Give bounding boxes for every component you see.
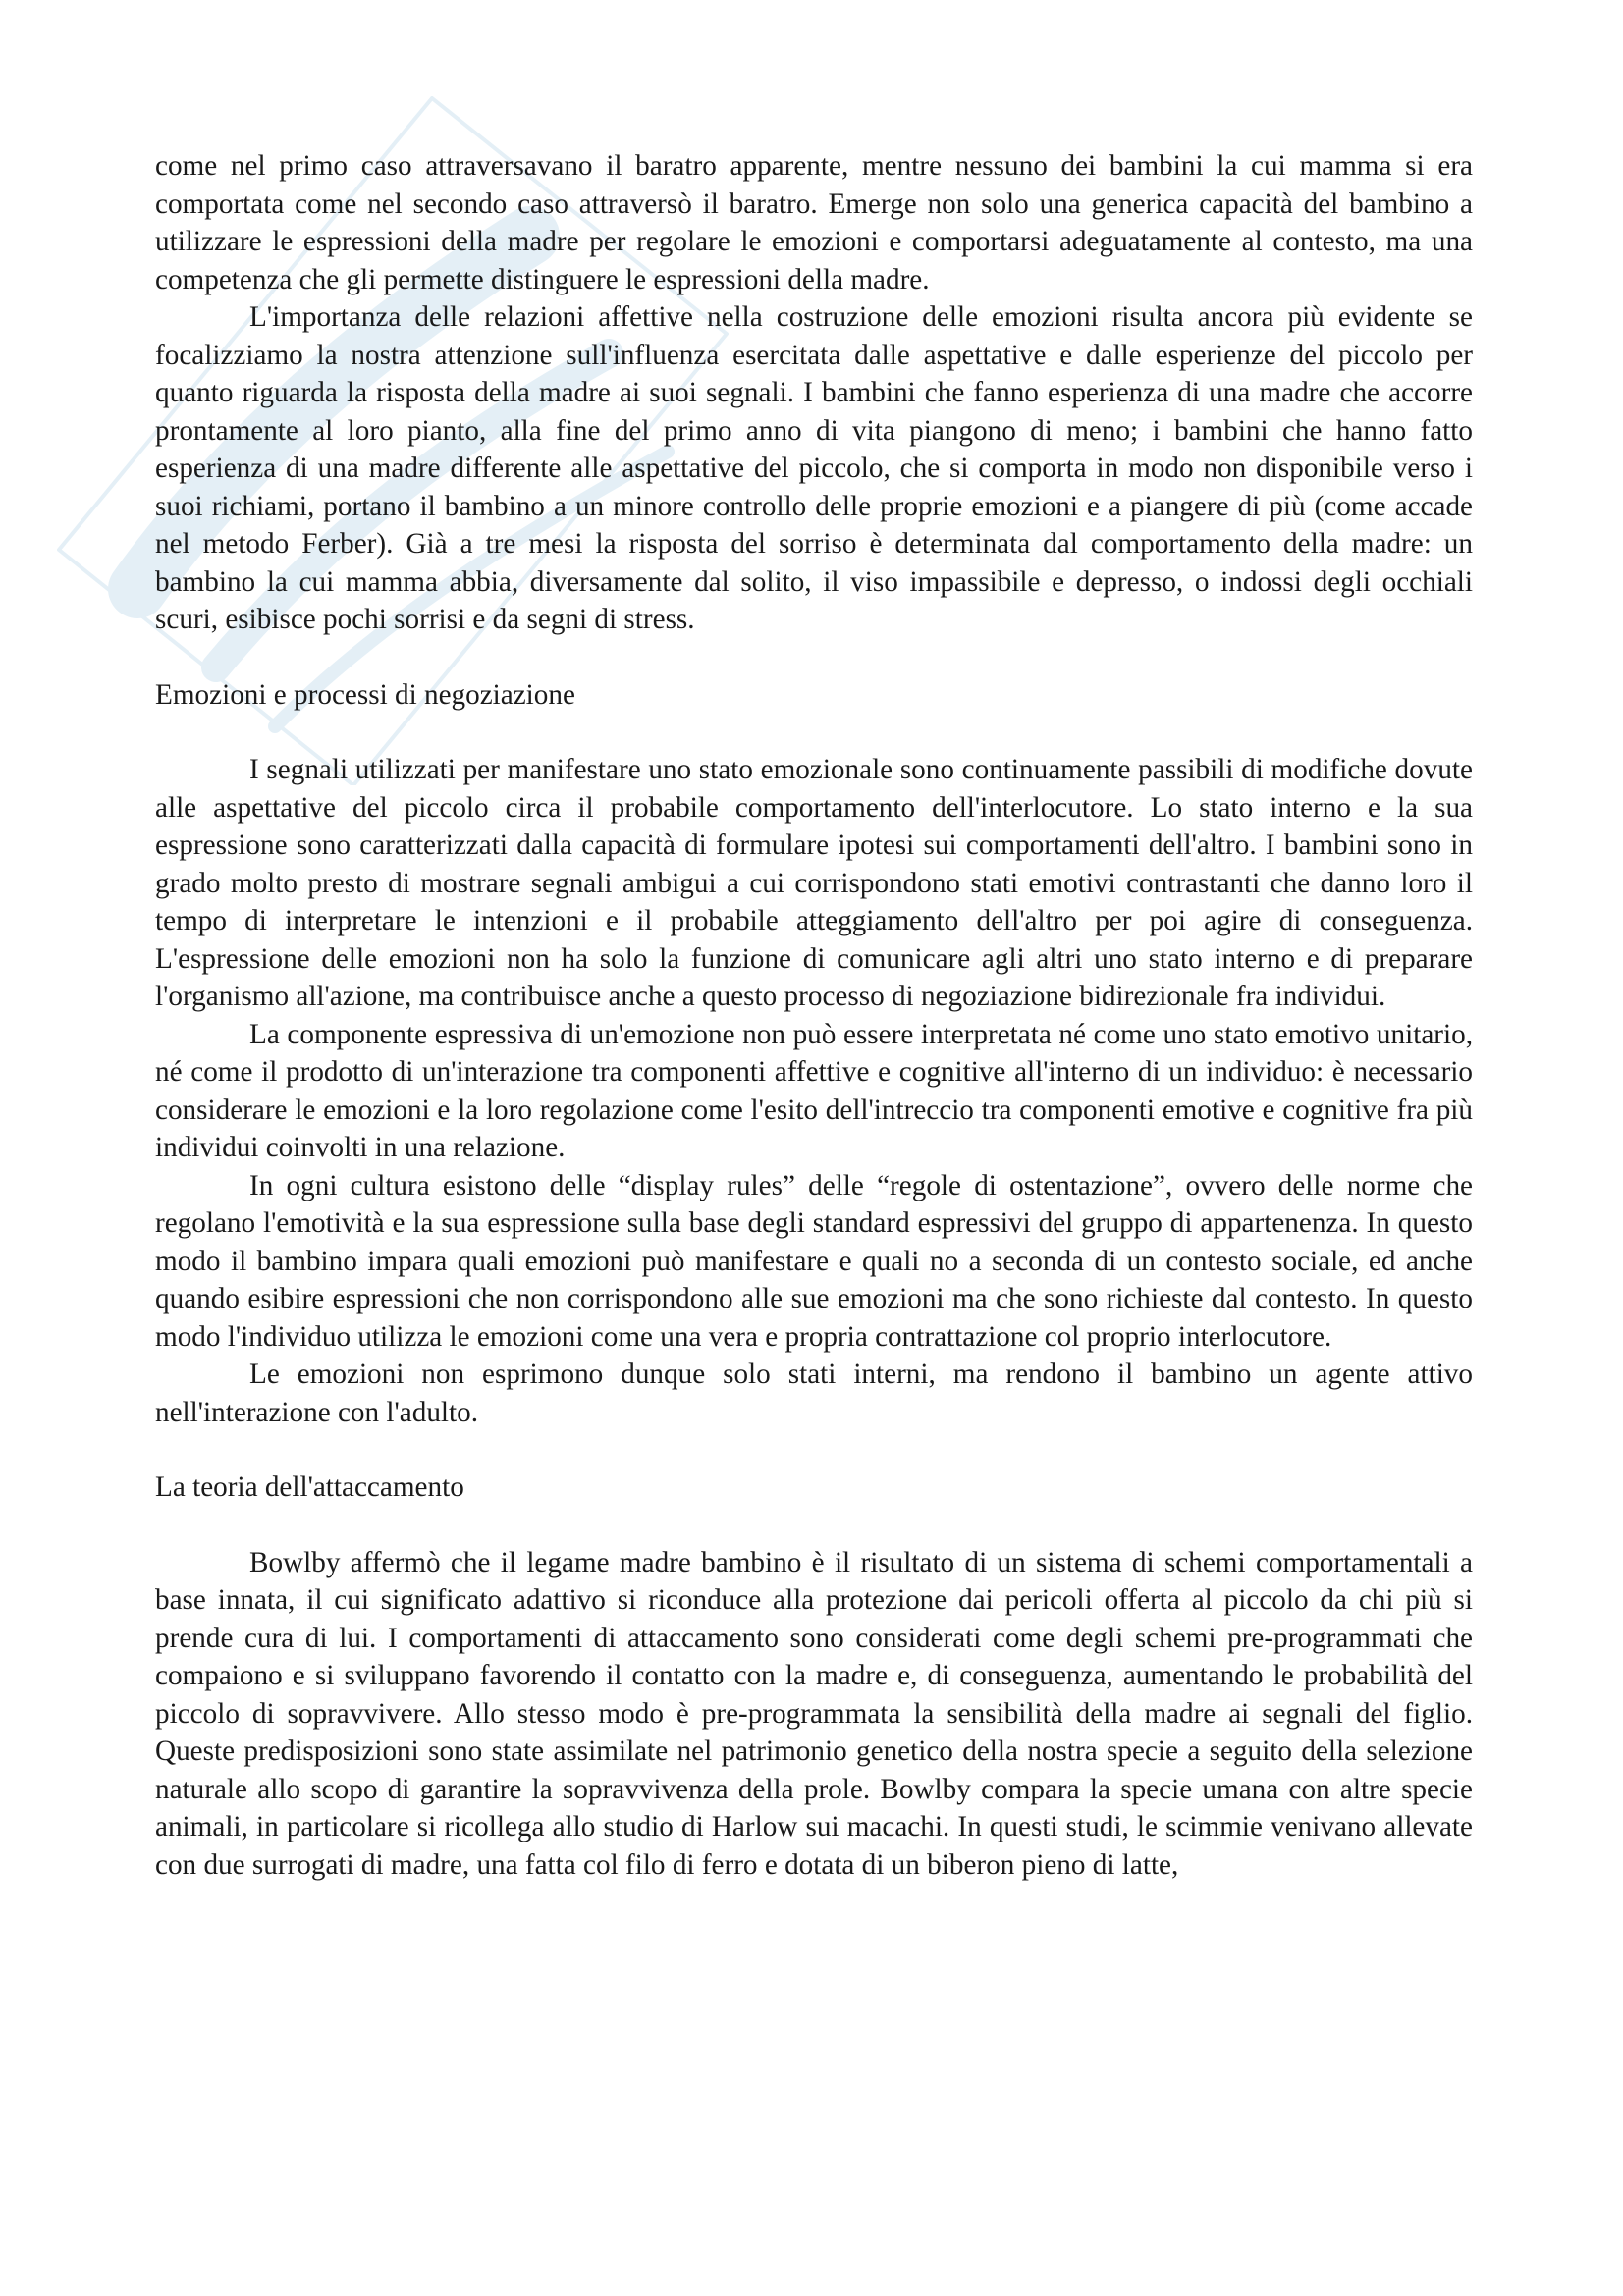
body-paragraph: Bowlby affermò che il legame madre bambino è il risultato di un sistema di schemi comportamentali a base innata, il cui significato adattivo si riconduce alla protezione dai pericoli offerta al piccolo da chi più si prende cura di lui. I comportamenti di attaccamento sono considerati come degli schemi pre-programmati che compaiono e si sviluppano favorendo il contatto con la madre e, di conseguenza, aumentando le probabilità del piccolo di sopravvivere. Allo stesso modo è pre-programmata la sensibilità della madre ai segnali del figlio. Queste predisposizioni sono state assimilate nel patrimonio genetico della nostra specie a seguito della selezione naturale allo scopo di garantire la sopravvivenza della prole. Bowlby compara la specie umana con altre specie animali, in particolare si ricollega allo studio di Harlow sui macachi. In questi studi, le scimmie venivano allevate con due surrogati di madre, una fatta col filo di ferro e dotata di un biberon pieno di latte, — [155, 1546, 1473, 1881]
body-paragraph: I segnali utilizzati per manifestare uno stato emozionale sono continuamente passibili di modifiche dovute alle aspettative del piccolo circa il probabile comportamento dell'interlocutore. Lo stato interno e la sua espressione sono caratterizzati dalla capacità di formulare ipotesi sui comportamenti dell'altro. I bambini sono in grado molto presto di mostrare segnali ambigui a cui corrispondono stati emotivi contrastanti che danno loro il tempo di interpretare le intenzioni e il probabile atteggiamento dell'altro per poi agire di conseguenza. L'espressione delle emozioni non ha solo la funzione di comunicare agli altri uno stato interno e di preparare l'organismo all'azione, ma contribuisce anche a questo processo di negoziazione bidirezionale fra individui. — [155, 754, 1473, 1012]
body-paragraph: In ogni cultura esistono delle “display rules” delle “regole di ostentazione”, ovvero delle norme che regolano l'emotività e la sua espressione sulla base degli standard espressivi del gruppo di appartenenza. In questo modo il bambino impara quali emozioni può manifestare e quali no a seconda di un contesto sociale, ed anche quando esibire espressioni che non corrispondono alle sue emozioni ma che sono richieste dal contesto. In questo modo l'individuo utilizza le emozioni come una vera e propria contrattazione col proprio interlocutore. — [155, 1169, 1473, 1353]
body-paragraph: L'importanza delle relazioni affettive nella costruzione delle emozioni risulta ancora più evidente se focalizziamo la nostra attenzione sull'influenza esercitata dalle aspettative e dalle esperienze del piccolo per quanto riguarda la risposta della madre ai suoi segnali. I bambini che fanno esperienza di una madre che accorre prontamente al loro pianto, alla fine del primo anno di vita piangono di meno; i bambini che hanno fatto esperienza di una madre differente alle aspettative del piccolo, che si comporta in modo non disponibile verso i suoi richiami, portano il bambino a un minore controllo delle proprie emozioni e a piangere di più (come accade nel metodo Ferber). Già a tre mesi la risposta del sorriso è determinata dal comportamento della madre: un bambino la cui mamma abbia, diversamente dal solito, il viso impassibile e depresso, o indossi degli occhiali scuri, esibisce pochi sorrisi e da segni di stress. — [155, 301, 1473, 635]
document-page — [155, 147, 1473, 1884]
section-heading: La teoria dell'attaccamento — [155, 1471, 464, 1503]
body-paragraph: La componente espressiva di un'emozione non può essere interpretata né come uno stato emotivo unitario, né come il prodotto di un'interazione tra componenti affettive e cognitive all'interno di un individuo: è necessario considerare le emozioni e la loro regolazione come l'esito dell'intreccio tra componenti emotive e cognitive fra più individui coinvolti in una relazione. — [155, 1018, 1473, 1163]
body-paragraph: Le emozioni non esprimono dunque solo stati interni, ma rendono il bambino un agente attivo nell'interazione con l'adulto. — [155, 1359, 1473, 1428]
section-heading: Emozioni e processi di negoziazione — [155, 678, 575, 711]
body-paragraph: come nel primo caso attraversavano il baratro apparente, mentre nessuno dei bambini la cui mamma si era comportata come nel secondo caso attraversò il baratro. Emerge non solo una generica capacità del bambino a utilizzare le espressioni della madre per regolare le emozioni e comportarsi adeguatamente al contesto, ma una competenza che gli permette distinguere le espressioni della madre. — [155, 150, 1473, 295]
